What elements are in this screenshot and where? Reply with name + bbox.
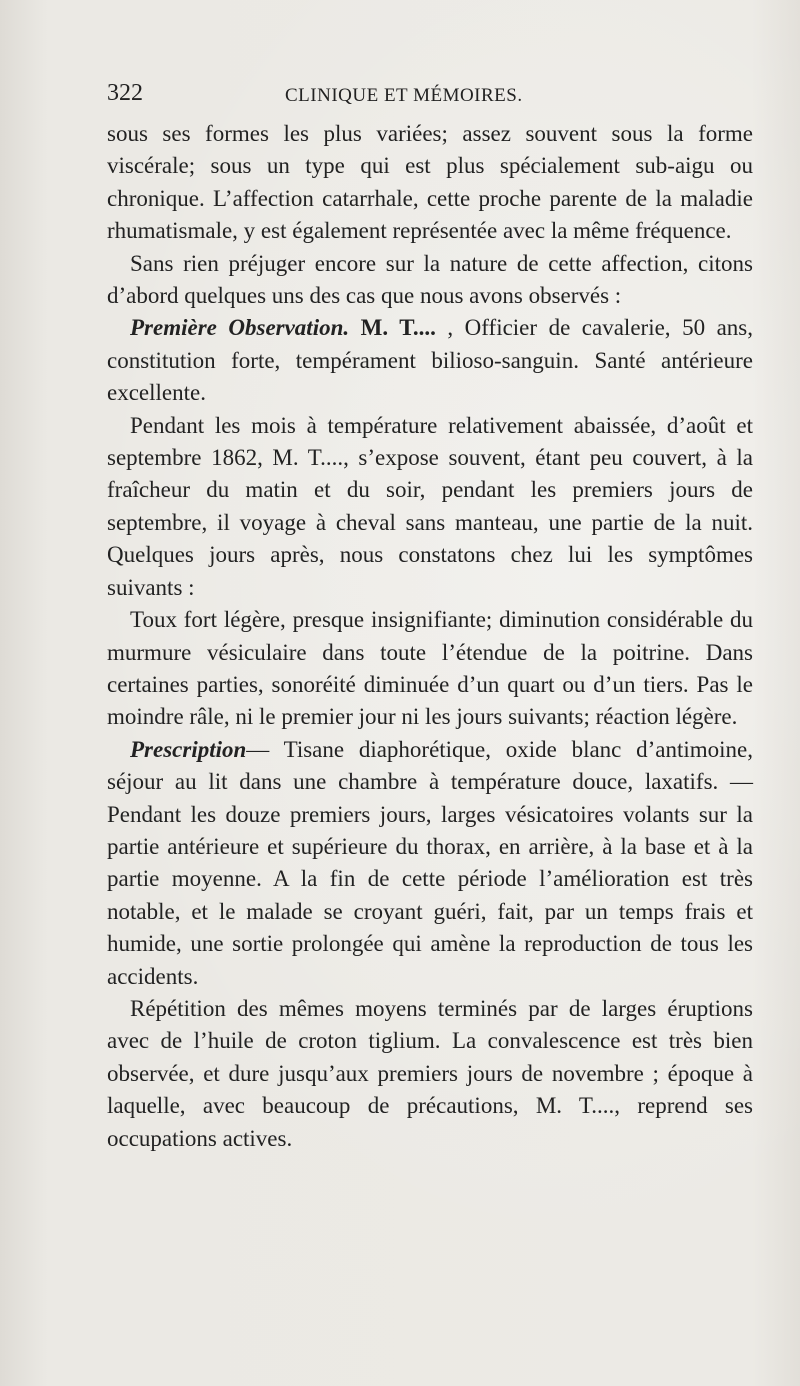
observation-title: Première Observation. — [130, 315, 350, 341]
body-text — [107, 118, 753, 1155]
prescription-text: — Tisane diaphorétique, oxide blanc d’antimoine, séjour au lit dans une chambre à température douce, laxatifs. — Pendant les douze premiers jours, larges vésicatoires volants sur la partie antérieure et supérieure du thorax, en arrière, à la base et à la partie moyenne. A la fin de cette période l’amélioration est très notable, et le malade se croyant guéri, fait, par un temps frais et humide, une sortie prolongée qui amène la reproduction de tous les accidents. — [107, 736, 753, 989]
paragraph-intro: sous ses formes les plus variées; assez souvent sous la forme viscérale; sous un type qui est plus spécialement sub-aigu ou chronique. L’affection catarrhale, cette proche parente de la maladie rhumatismale, y est également représentée avec la même fréquence. — [107, 121, 753, 244]
running-head: CLINIQUE ET MÉMOIRES. — [285, 85, 523, 106]
observation-text: , Officier de cavalerie, 50 ans, constitution forte, tempérament bilioso-sanguin. Santé antérieure excellente. — [107, 315, 754, 406]
paragraph-prescription — [107, 734, 753, 993]
paragraph-cases: Sans rien préjuger encore sur la nature de cette affection, citons d’abord quelques uns des cas que nous avons observés : — [107, 250, 753, 309]
paragraph-history: Pendant les mois à température relativement abaissée, d’août et septembre 1862, M. T...., s’expose souvent, étant peu couvert, à la fraîcheur du matin et du soir, pendant les premiers jours de septembre, il voyage à cheval sans manteau, une partie de la nuit. Quelques jours après, nous constatons chez lui les symptômes suivants : — [107, 412, 753, 600]
patient-name: M. T.... — [349, 315, 448, 341]
paragraph-outcome: Répétition des mêmes moyens terminés par de larges éruptions avec de l’huile de croton tiglium. La convalescence est très bien observée, et dure jusqu’aux premiers jours de novembre ; époque à laquelle, avec beaucoup de précautions, M. T...., reprend ses occupations actives. — [107, 995, 753, 1151]
paragraph-symptoms: Toux fort légère, presque insignifiante; diminution considérable du murmure vésiculaire dans toute l’étendue de la poitrine. Dans certaines parties, sonoréité diminuée d’un quart ou d’un tiers. Pas le moindre râle, ni le premier jour ni les jours suivants; réaction légère. — [107, 607, 753, 730]
page-header — [107, 80, 687, 116]
paragraph-observation — [107, 312, 753, 409]
page-number: 322 — [107, 80, 143, 106]
prescription-label: Prescription — [130, 736, 247, 762]
